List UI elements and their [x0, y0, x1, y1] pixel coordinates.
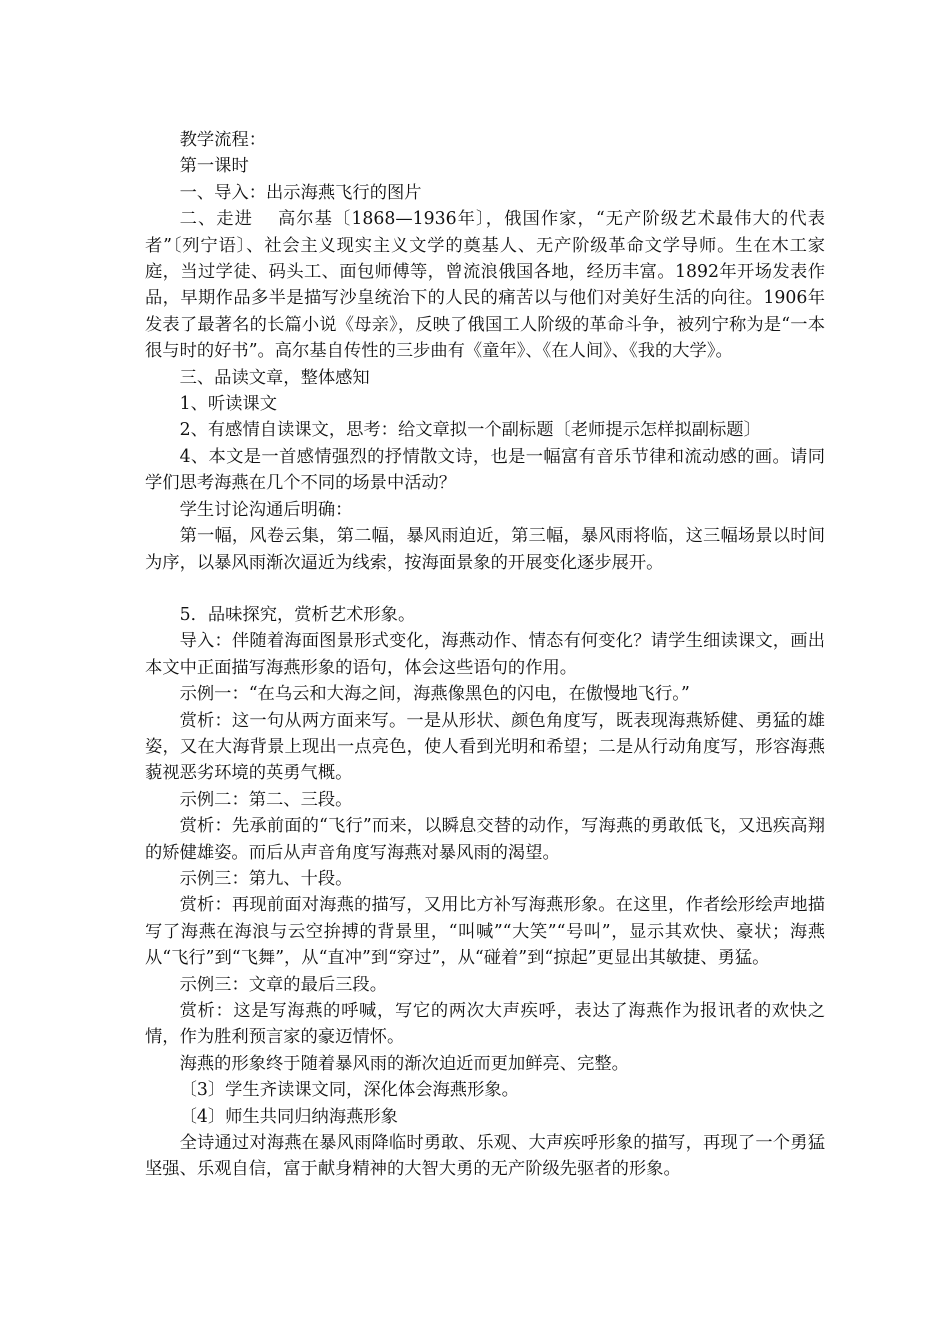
analysis-one: 赏析：这一句从两方面来写。一是从形状、颜色角度写，既表现海燕矫健、勇猛的雄姿，又在大海背景上现出一点亮色，使人看到光明和希望；二是从行动角度写，形容海燕藐视恶劣环境的英勇气概。 [145, 710, 825, 784]
step-appreciation: 5．品味探究，赏析艺术形象。 [179, 604, 416, 625]
scenes-answer: 第一幅，风卷云集，第二幅，暴风雨迫近，第三幅，暴风雨将临，这三幅场景以时间为序，以暴风雨渐次逼近为线索，按海面景象的开展变化逐步展开。 [145, 526, 825, 573]
step-read-aloud: 〔3〕学生齐读课文同，深化体会海燕形象。 [179, 1080, 519, 1101]
example-four: 示例三：文章的最后三段。 [179, 974, 387, 995]
section-intro: 一、导入：出示海燕飞行的图片 [179, 182, 422, 203]
conclusion: 全诗通过对海燕在暴风雨降临时勇敢、乐观、大声疾呼形象的描写，再现了一个勇猛坚强、乐观自信，富于献身精神的大智大勇的无产阶级先驱者的形象。 [145, 1133, 825, 1180]
step-summarize: 〔4〕师生共同归纳海燕形象 [179, 1106, 398, 1127]
section-author-bio: 二、走进 高尔基〔1868—1936年〕，俄国作家，“无产阶级艺术最伟大的代表者”〔列宁语〕、社会主义现实主义文学的奠基人、无产阶级革命文学导师。生在木工家庭，当过学徒、码头工、面包师傅等，曾流浪俄国各地，经历丰富。1892年开场发表作品，早期作品多半是描写沙皇统治下的人民的痛苦以与他们对美好生活的向往。1906年发表了最著名的长篇小说《母亲》，反映了俄国工人阶级的革命斗争，被列宁称为是“一本很与时的好书”。高尔基自传性的三步曲有《童年》、《在人间》、《我的大学》。 [145, 209, 825, 362]
section-reading: 三、品读文章，整体感知 [179, 367, 370, 388]
example-two: 示例二：第二、三段。 [179, 789, 353, 810]
heading-first-lesson: 第一课时 [179, 156, 249, 177]
step-scenes-question: 4、本文是一首感情强烈的抒情散文诗，也是一幅富有音乐节律和流动感的画。请同学们思考海燕在几个不同的场景中活动？ [145, 446, 825, 494]
analysis-four: 赏析：这是写海燕的呼喊，写它的两次大声疾呼，表达了海燕作为报讯者的欢快之情，作为胜利预言家的豪迈情怀。 [145, 1001, 825, 1048]
step-self-read: 2、有感情自读课文，思考：给文章拟一个副标题〔老师提示怎样拟副标题〕 [179, 420, 761, 441]
example-one: 示例一：“在乌云和大海之间，海燕像黑色的闪电，在傲慢地飞行。” [179, 684, 690, 705]
step-listen: 1、听读课文 [179, 394, 277, 415]
image-summary: 海燕的形象终于随着暴风雨的渐次迫近而更加鲜亮、完整。 [179, 1053, 629, 1074]
document-body [145, 127, 825, 1183]
heading-teaching-process: 教学流程： [179, 130, 267, 150]
analysis-two: 赏析：先承前面的“飞行”而来，以瞬息交替的动作，写海燕的勇敢低飞，又迅疾高翔的矫健雄姿。而后从声音角度写海燕对暴风雨的渴望。 [145, 816, 825, 863]
analysis-three: 赏析：再现前面对海燕的描写，又用比方补写海燕形象。在这里，作者绘形绘声地描写了海燕在海浪与云空拚搏的背景里，“叫喊”“大笑”“号叫”，显示其欢快、豪状；海燕从“飞行”到“飞舞”，从“直冲”到“穿过”，从“碰着”到“掠起”更显出其敏捷、勇猛。 [145, 895, 825, 969]
discussion-label: 学生讨论沟通后明确： [179, 499, 353, 520]
example-three: 示例三：第九、十段。 [179, 868, 353, 889]
appreciation-intro: 导入：伴随着海面图景形式变化，海燕动作、情态有何变化？请学生细读课文，画出本文中正面描写海燕形象的语句，体会这些语句的作用。 [145, 631, 825, 678]
